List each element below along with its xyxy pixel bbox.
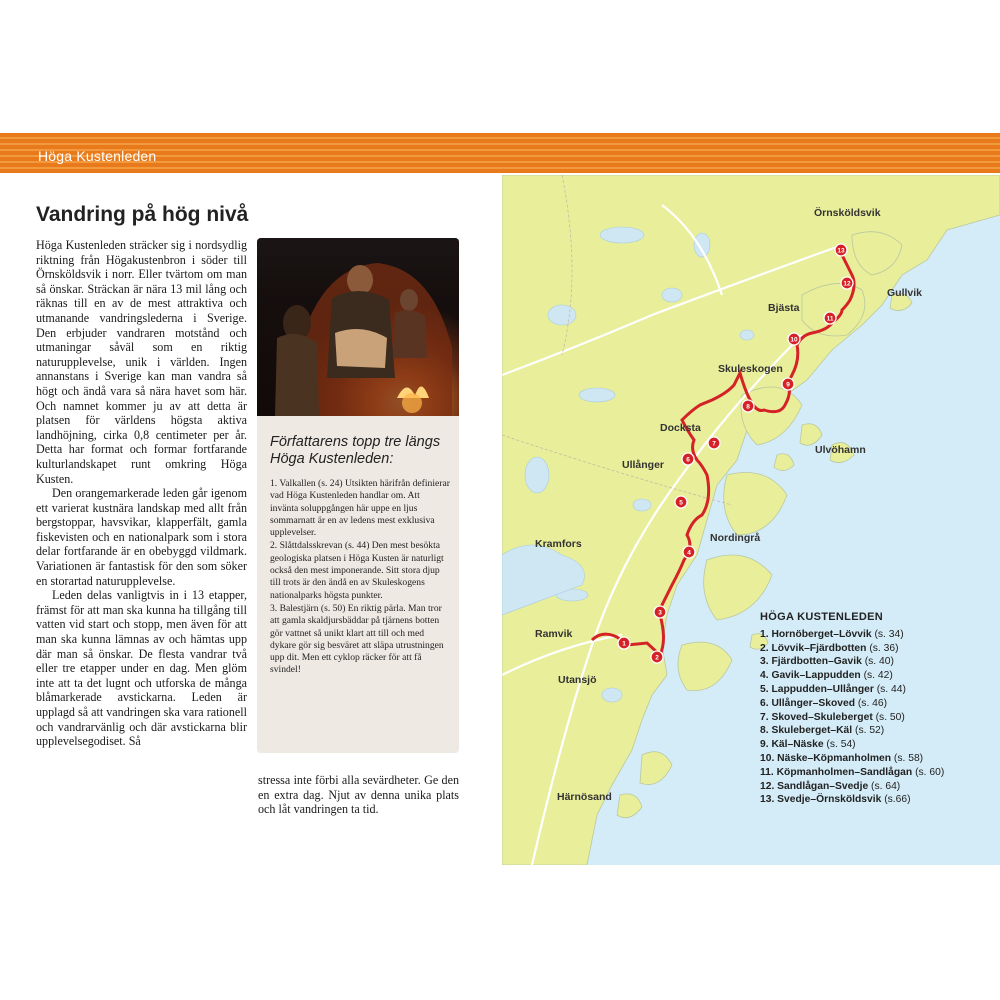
route-legend xyxy=(760,611,944,807)
legend-item: 10. Näske–Köpmanholmen (s. 58) xyxy=(760,752,924,764)
campfire-photo xyxy=(257,238,459,416)
svg-text:8: 8 xyxy=(746,403,750,411)
legend-item: 6. Ullånger–Skoved (s. 46) xyxy=(760,697,888,709)
stage-marker[interactable] xyxy=(742,400,754,412)
svg-text:10: 10 xyxy=(790,336,798,344)
place-label: Nordingrå xyxy=(710,532,761,544)
svg-text:12: 12 xyxy=(843,280,851,288)
svg-text:13: 13 xyxy=(837,247,845,255)
stage-marker[interactable] xyxy=(654,606,666,618)
article-right-column: stressa inte förbi alla sevärdheter. Ge den en extra dag. Njut av denna unika plats och låt vandringen ta tid. xyxy=(258,773,459,817)
stage-marker[interactable] xyxy=(782,378,794,390)
svg-text:7: 7 xyxy=(712,440,716,448)
place-label: Kramfors xyxy=(535,538,582,550)
place-label: Örnsköldsvik xyxy=(814,207,881,219)
legend-item: 8. Skuleberget–Käl (s. 52) xyxy=(760,725,885,737)
author-top-three-box xyxy=(257,238,459,753)
legend-item: 5. Lappudden–Ullånger (s. 44) xyxy=(760,683,906,695)
legend-item: 11. Köpmanholmen–Sandlågan (s. 60) xyxy=(760,766,945,778)
article-paragraph: Den orangemarkerade leden går igenom ett varierat kustnära landskap med allt från bergstoppar, havsvikar, klapperfält, gamla fiskevisten och en nationalpark som i stora delar fortfarande är en obebyggd vildmark. Variationen är fantastisk för den som söker en storartad naturupplevelse. xyxy=(36,486,247,588)
place-label: Gullvik xyxy=(887,287,923,299)
place-label: Ullånger xyxy=(622,459,665,471)
svg-text:3: 3 xyxy=(658,609,662,617)
legend-title: HÖGA KUSTENLEDEN xyxy=(760,611,883,623)
article-headline: Vandring på hög nivå xyxy=(36,203,249,226)
svg-text:5: 5 xyxy=(679,499,683,507)
legend-item: 13. Svedje–Örnsköldsvik (s.66) xyxy=(760,794,911,806)
legend-item: 7. Skoved–Skuleberget (s. 50) xyxy=(760,711,905,723)
place-label: Utansjö xyxy=(558,674,597,686)
stage-marker[interactable] xyxy=(788,333,800,345)
place-label: Bjästa xyxy=(768,302,800,314)
legend-item: 4. Gavik–Lappudden (s. 42) xyxy=(760,670,893,682)
svg-text:4: 4 xyxy=(687,549,691,557)
stage-marker[interactable] xyxy=(675,496,687,508)
legend-item: 2. Lövvik–Fjärdbotten (s. 36) xyxy=(760,642,899,654)
svg-text:11: 11 xyxy=(826,315,834,323)
svg-text:9: 9 xyxy=(786,381,790,389)
stage-marker[interactable] xyxy=(651,651,663,663)
sidebar-item: 1. Valkallen (s. 24) Utsikten härifrån definierar vad Höga Kustenleden handlar om. Att invänta soluppgången här uppe en ljus sommarnatt är en av ledens mest exklusiva upplevelser. xyxy=(270,478,450,539)
place-label: Ramvik xyxy=(535,628,573,640)
legend-item: 9. Käl–Näske (s. 54) xyxy=(760,739,856,751)
sidebar-list xyxy=(270,478,450,678)
stage-marker[interactable] xyxy=(841,277,853,289)
place-label: Ulvöhamn xyxy=(815,444,866,456)
stage-marker[interactable] xyxy=(682,453,694,465)
place-label: Skuleskogen xyxy=(718,363,783,375)
svg-text:2: 2 xyxy=(655,654,659,662)
article-paragraph: Höga Kustenleden sträcker sig i nordsydlig riktning från Högakustenbron i söder till Örnsköldsvik i norr. Eller tvärtom om man så önskar. Sträckan är nära 13 mil lång och räknas till en av de mest attraktiva och utmanande vandringslederna i Sverige. Den erbjuder vandraren motstånd och utmaningar såväl som en riktig naturupplevelse, unik i världen. Ingen annanstans i Sverige kan man vandra så högt och ändå vara så nära havet som här. Och namnet kommer ju av att detta är platsen för världens högsta aktiva landhöjning, cirka 0,8 centimeter per år. Detta har format och formar fortfarande kulturlandskapet runt omkring Höga Kusten. xyxy=(36,238,247,486)
svg-text:1: 1 xyxy=(622,640,626,648)
place-label: Docksta xyxy=(660,422,701,434)
stage-marker[interactable] xyxy=(683,546,695,558)
place-label: Härnösand xyxy=(557,791,612,803)
stage-marker[interactable] xyxy=(824,312,836,324)
legend-item: 3. Fjärdbotten–Gavik (s. 40) xyxy=(760,656,894,668)
legend-item: 1. Hornöberget–Lövvik (s. 34) xyxy=(760,628,904,640)
svg-text:6: 6 xyxy=(686,456,690,464)
sidebar-item: 3. Balestjärn (s. 50) En riktig pärla. Man tror att gamla skaldjursbäddar på tjärnens botten gör vattnet så unikt klart att till och med dykare gör sig besväret att släpa utrustningen upp dit. Men ett cyklop räcker för att få svindel! xyxy=(270,602,444,676)
stage-marker[interactable] xyxy=(708,437,720,449)
sidebar-title: Författarens topp tre längs Höga Kustenleden: xyxy=(270,434,441,467)
article-left-column xyxy=(36,238,247,749)
section-title: Höga Kustenleden xyxy=(38,148,157,164)
stage-marker[interactable] xyxy=(835,244,847,256)
sidebar-item: 2. Slåttdalsskrevan (s. 44) Den mest besökta geologiska platsen i Höga Kusten är naturligt också den mest imponerande. Sitt stora djup till trots är den ändå en av Skuleskogens nationalparks högsta punkter. xyxy=(270,540,444,601)
legend-item: 12. Sandlågan–Svedje (s. 64) xyxy=(760,780,901,792)
stage-marker[interactable] xyxy=(618,637,630,649)
article-paragraph: Leden delas vanligtvis in i 13 etapper, främst för att man ska kunna ha tillgång till vatten vid start och stopp, men även för att man ska kunna lämnas av och hämtas upp där man så önskar. De flesta vandrar två eller tre etapper under en dag. Men glöm inte att ta det lugnt och utforska de många blåmarkerade avstickarna. Leden är upplagd så att vandringen ska vara rationell och vandrarvänlig och där avstickarna blir upplevelsegodiset. Så xyxy=(36,588,247,749)
